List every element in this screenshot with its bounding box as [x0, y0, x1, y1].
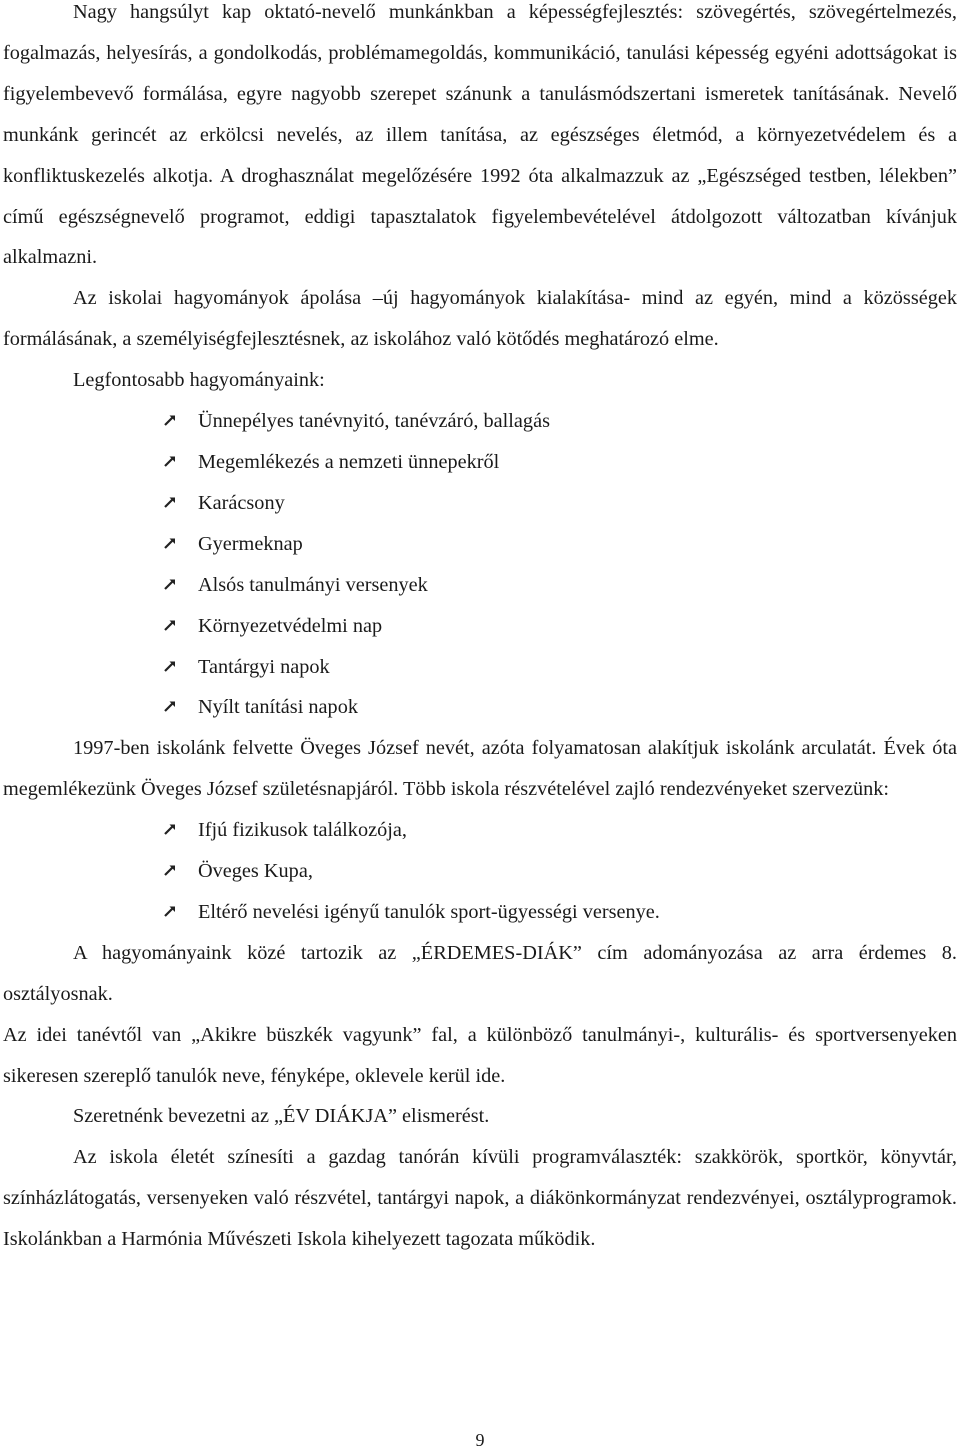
list-item: Eltérő nevelési igényű tanulók sport-ügyességi versenye. — [163, 892, 957, 933]
arrow-bullet-icon — [163, 414, 179, 429]
list-item: Tantárgyi napok — [163, 647, 957, 688]
arrow-bullet-icon — [163, 578, 179, 593]
arrow-bullet-icon — [163, 660, 179, 675]
list-item: Ifjú fizikusok találkozója, — [163, 810, 957, 851]
events-list — [3, 810, 957, 933]
arrow-bullet-icon — [163, 496, 179, 511]
paragraph-erdemes-diak: A hagyományaink közé tartozik az „ÉRDEMES-DIÁK” cím adományozása az arra érdemes 8. osztályosnak. — [3, 941, 957, 1005]
paragraph-skills: Nagy hangsúlyt kap oktató-nevelő munkánkban a képességfejlesztés: szövegértés, szövegértelmezés, fogalmazás, helyesírás, a gondolkodás, problémamegoldás, kommunikáció, tanulási képesség egyéni adottságokat is figyelembevevő formálása, egyre nagyobb szerepet szánunk a tanulásmódszertani ismeretek tanításának. Nevelő munkánk gerincét az erkölcsi nevelés, az illem tanítása, az egészséges életmód, a környezetvédelem és a konfliktuskezelés alkotja. A droghasználat megelőzésére 1992 óta alkalmazzuk az „Egészséged testben, lélekben” című egészségnevelő programot, eddigi tapasztalatok figyelembevételével átdolgozott változatban kívánjuk alkalmazni. — [3, 1, 957, 269]
arrow-bullet-icon — [163, 905, 179, 920]
arrow-bullet-icon — [163, 700, 179, 715]
page-number: 9 — [475, 1430, 485, 1450]
list-item: Nyílt tanítási napok — [163, 687, 957, 728]
document-page — [3, 0, 957, 1260]
list-item: Öveges Kupa, — [163, 851, 957, 892]
arrow-bullet-icon — [163, 619, 179, 634]
traditions-list — [3, 401, 957, 728]
paragraph-traditions-intro: Az iskolai hagyományok ápolása –új hagyományok kialakítása- mind az egyén, mind a közösségek formálásának, a személyiségfejlesztésnek, az iskolához való kötődés meghatározó elme. — [3, 287, 957, 351]
arrow-bullet-icon — [163, 823, 179, 838]
list-item: Környezetvédelmi nap — [163, 606, 957, 647]
arrow-bullet-icon — [163, 537, 179, 552]
list-item: Megemlékezés a nemzeti ünnepekről — [163, 442, 957, 483]
paragraph-oveges: 1997-ben iskolánk felvette Öveges József nevét, azóta folyamatosan alakítjuk iskolánk arculatát. Évek óta megemlékezünk Öveges József születésnapjáról. Több iskola részvételével zajló rendezvényeket szervezünk: — [3, 737, 957, 801]
list-item: Alsós tanulmányi versenyek — [163, 565, 957, 606]
traditions-heading: Legfontosabb hagyományaink: — [73, 369, 325, 392]
paragraph-proud-wall: Az idei tanévtől van „Akikre büszkék vagyunk” fal, a különböző tanulmányi-, kulturális- és sportversenyeken sikeresen szereplő tanulók neve, fényképe, oklevele kerül ide. — [3, 1023, 957, 1087]
paragraph-ev-diakja: Szeretnénk bevezetni az „ÉV DIÁKJA” elismerést. — [73, 1105, 490, 1128]
list-item: Karácsony — [163, 483, 957, 524]
list-item: Gyermeknap — [163, 524, 957, 565]
list-item: Ünnepélyes tanévnyitó, tanévzáró, ballagás — [163, 401, 957, 442]
arrow-bullet-icon — [163, 864, 179, 879]
paragraph-programs: Az iskola életét színesíti a gazdag tanórán kívüli programválaszték: szakkörök, sportkör, könyvtár, színházlátogatás, versenyeken való részvétel, tantárgyi napok, a diákönkormányzat rendezvényei, osztályprogramok. Iskolánkban a Harmónia Művészeti Iskola kihelyezett tagozata működik. — [3, 1146, 957, 1251]
arrow-bullet-icon — [163, 455, 179, 470]
